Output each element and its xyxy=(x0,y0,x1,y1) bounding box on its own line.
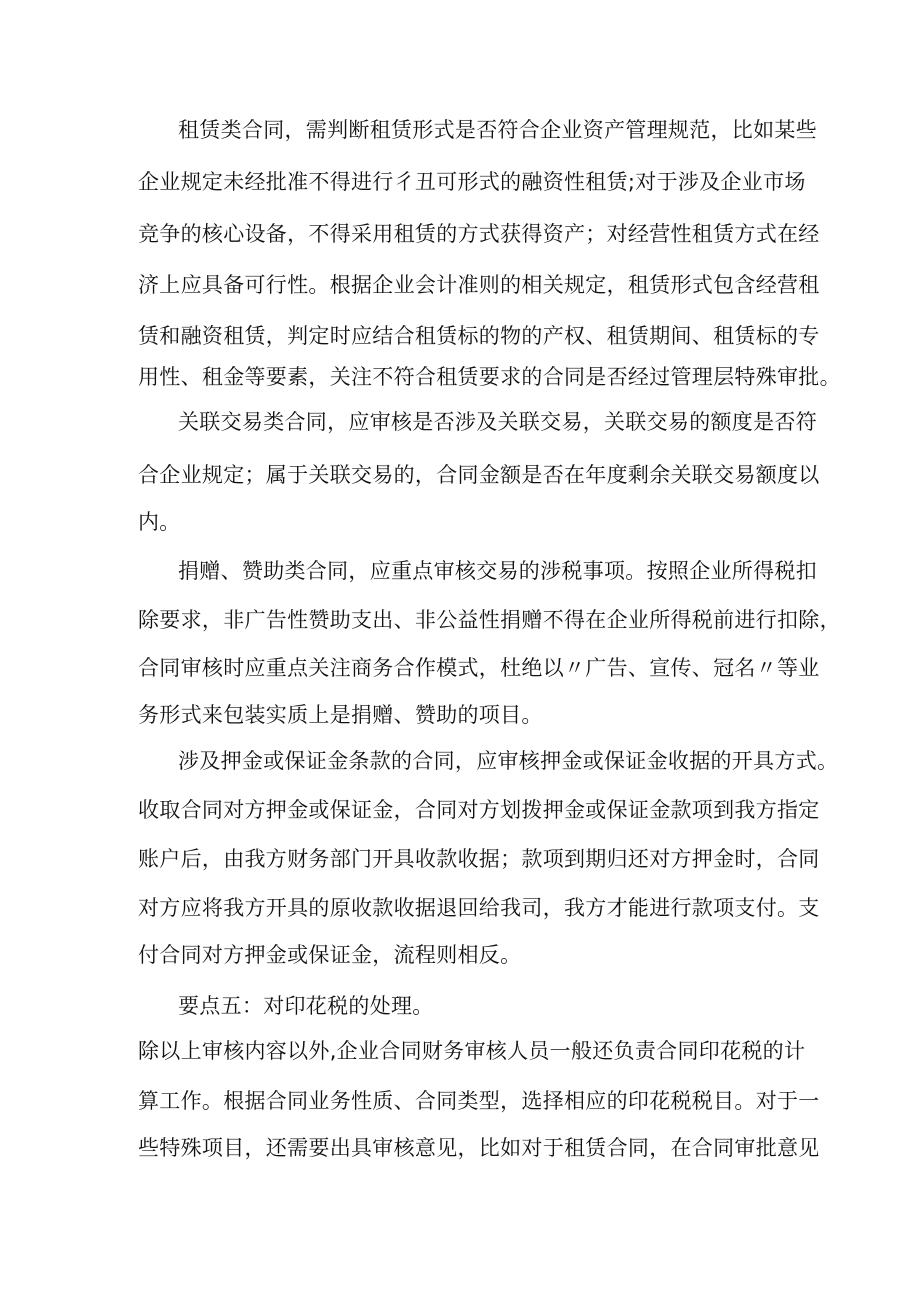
text-line: 赁和融资租赁，判定时应结合租赁标的物的产权、租赁期间、租赁标的专 xyxy=(138,324,820,348)
text-line: 竞争的核心设备，不得采用租赁的方式获得资产；对经营性租赁方式在经 xyxy=(138,222,820,246)
text-line: 关联交易类合同，应审核是否涉及关联交易，关联交易的额度是否符 xyxy=(178,410,817,434)
text-line: 付合同对方押金或保证金，流程则相反。 xyxy=(138,943,522,967)
text-line: 内。 xyxy=(138,510,181,534)
text-line: 合同审核时应重点关注商务合作模式，杜绝以〃广告、宣传、冠名〃等业 xyxy=(138,656,820,680)
section-heading: 要点五：对印花税的处理。 xyxy=(178,994,434,1018)
text-line: 账户后，由我方财务部门开具收款收据；款项到期归还对方押金时，合同 xyxy=(138,847,820,871)
text-line: 除要求，非广告性赞助支出、非公益性捐赠不得在企业所得税前进行扣除， xyxy=(138,608,841,632)
text-line: 济上应具备可行性。根据企业会计准则的相关规定，租赁形式包含经营租 xyxy=(138,273,820,297)
text-line: 捐赠、赞助类合同，应重点审核交易的涉税事项。按照企业所得税扣 xyxy=(178,559,817,583)
text-line: 用性、租金等要素，关注不符合租赁要求的合同是否经过管理层特殊审批。 xyxy=(138,365,841,389)
text-line: 对方应将我方开具的原收款收据退回给我司，我方才能进行款项支付。支 xyxy=(138,896,820,920)
text-line: 企业规定未经批准不得进行彳丑可形式的融资性租赁;对于涉及企业市场 xyxy=(138,170,806,194)
text-line: 涉及押金或保证金条款的合同，应审核押金或保证金收据的开具方式。 xyxy=(178,749,839,773)
text-line: 些特殊项目，还需要出具审核意见，比如对于租赁合同，在合同审批意见 xyxy=(138,1136,820,1160)
text-line: 租赁类合同，需判断租赁形式是否符合企业资产管理规范，比如某些 xyxy=(178,118,817,142)
text-line: 合企业规定；属于关联交易的，合同金额是否在年度剩余关联交易额度以 xyxy=(138,463,820,487)
text-line: 收取合同对方押金或保证金，合同对方划拨押金或保证金款项到我方指定 xyxy=(138,798,820,822)
text-line: 除以上审核内容以外,企业合同财务审核人员一般还负责合同印花税的计 xyxy=(138,1039,806,1063)
text-line: 算工作。根据合同业务性质、合同类型，选择相应的印花税税目。对于一 xyxy=(138,1089,820,1113)
text-line: 务形式来包装实质上是捐赠、赞助的项目。 xyxy=(138,703,543,727)
